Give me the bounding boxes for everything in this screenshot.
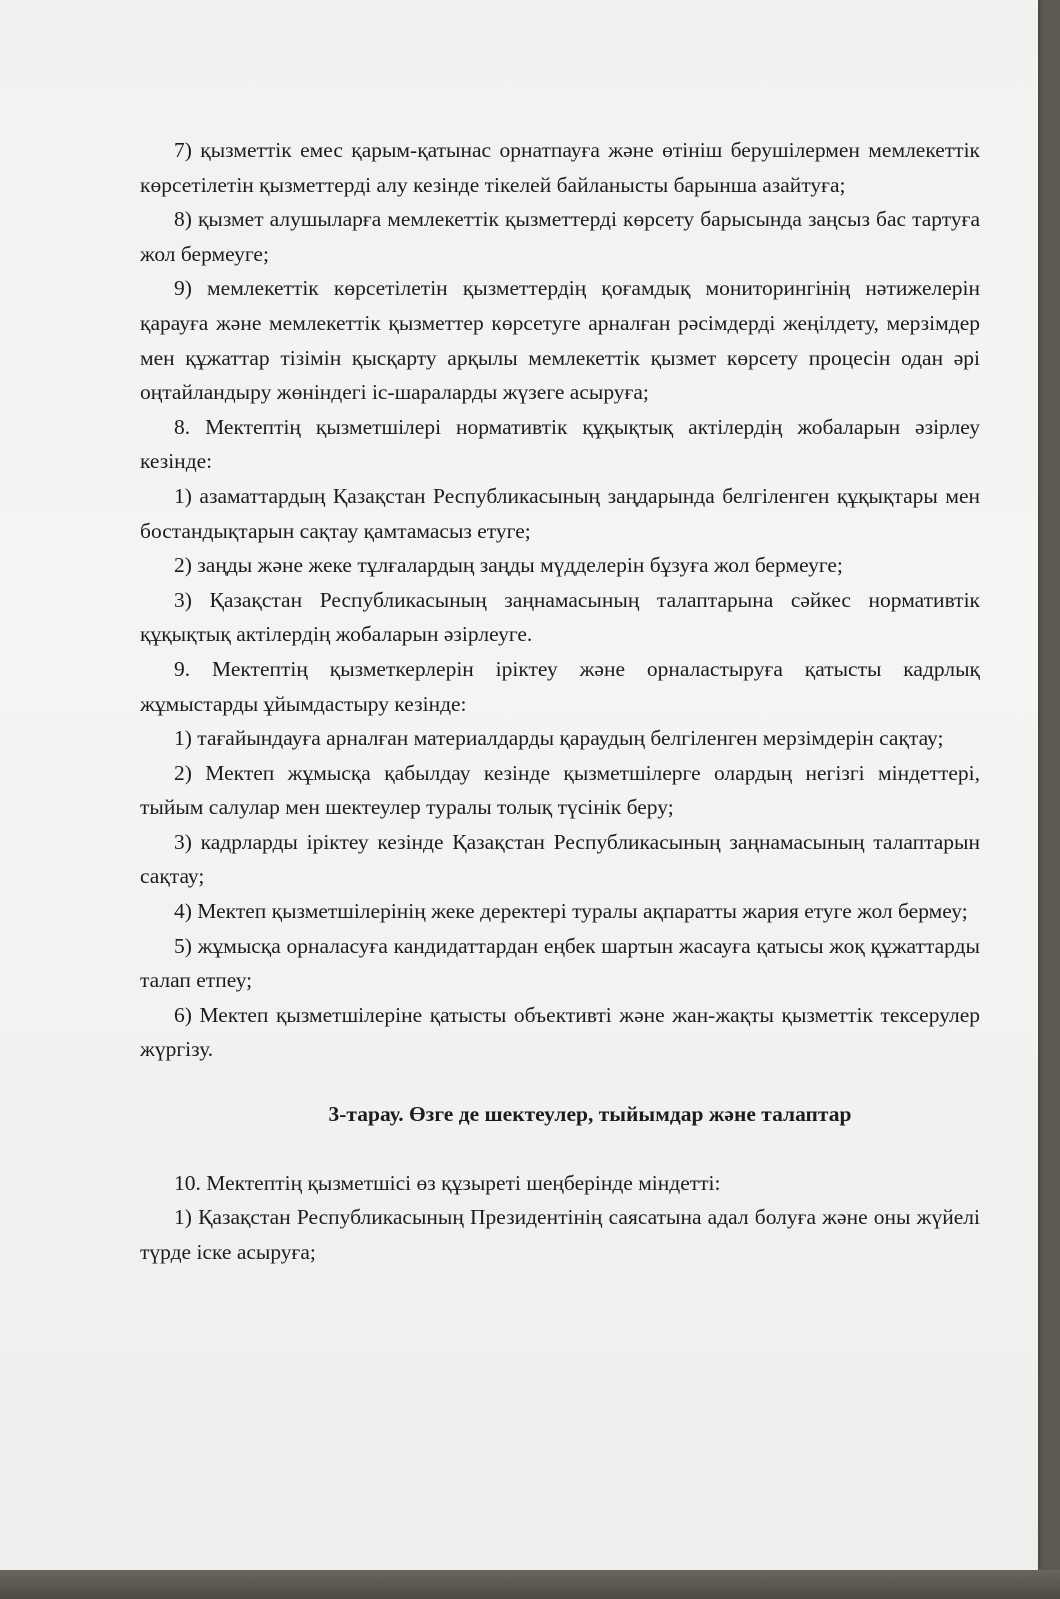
paragraph: 4) Мектеп қызметшілерінің жеке деректері туралы ақпаратты жария етуге жол бермеу; — [174, 899, 968, 924]
paragraph: 1) тағайындауға арналған материалдарды қараудың белгіленген мерзімдерін сақтау; — [174, 726, 944, 751]
paragraph: 9) мемлекеттік көрсетілетін қызметтердің қоғамдық мониторингінің нәтижелерін қарауға және мемлекеттік қызметтер көрсетуге арналған рәсімдерді жеңілдету, мерзімдер мен құжаттар тізімін қысқарту арқылы мемлекеттік қызмет көрсету процесін одан әрі оңтайландыру жөніндегі іс-шараларды жүзеге асыруға; — [140, 276, 980, 405]
paragraph: 1) азаматтардың Қазақстан Республикасының заңдарында белгіленген құқықтары мен бостандықтарын сақтау қамтамасыз етуге; — [140, 483, 980, 543]
section-heading: 3-тарау. Өзге де шектеулер, тыйымдар және талаптар — [328, 1102, 852, 1127]
paragraph: 8. Мектептің қызметшілері нормативтік құқықтық актілердің жобаларын әзірлеу кезінде: — [140, 414, 980, 474]
paragraph: 6) Мектеп қызметшілеріне қатысты объективті және жан-жақты қызметтік тексерулер жүргізу. — [140, 1002, 980, 1062]
paragraph: 5) жұмысқа орналасуға кандидаттардан еңбек шартын жасауға қатысы жоқ құжаттарды талап етпеу; — [140, 933, 980, 993]
paragraph: 9. Мектептің қызметкерлерін іріктеу және орналастыруға қатысты кадрлық жұмыстарды ұйымдастыру кезінде: — [140, 656, 980, 716]
paragraph: 2) заңды және жеке тұлғалардың заңды мүдделерін бұзуға жол бермеуге; — [174, 553, 843, 578]
paragraph: 10. Мектептің қызметшісі өз құзыреті шеңберінде міндетті: — [174, 1170, 721, 1195]
page-shadow — [0, 1570, 1060, 1599]
paragraph: 8) қызмет алушыларға мемлекеттік қызметтерді көрсету барысында заңсыз бас тартуға жол бермеуге; — [140, 207, 980, 266]
paragraph: 3) кадрларды іріктеу кезінде Қазақстан Республикасының заңнамасының талаптарын сақтау; — [140, 829, 980, 889]
document-body — [140, 133, 980, 1269]
paragraph: 7) қызметтік емес қарым-қатынас орнатпауға және өтініш берушілермен мемлекеттік көрсетілетін қызметтерді алу кезінде тікелей байланысты барынша азайтуға; — [140, 138, 980, 197]
paragraph: 3) Қазақстан Республикасының заңнамасының талаптарына сәйкес нормативтік құқықтық актілердің жобаларын әзірлеуге. — [140, 587, 980, 647]
paragraph: 1) Қазақстан Республикасының Президентінің саясатына адал болуға және оны жүйелі түрде іске асыруға; — [140, 1205, 980, 1264]
paragraph: 2) Мектеп жұмысқа қабылдау кезінде қызметшілерге олардың негізгі міндеттері, тыйым салулар мен шектеулер туралы толық түсінік беру; — [140, 760, 980, 820]
